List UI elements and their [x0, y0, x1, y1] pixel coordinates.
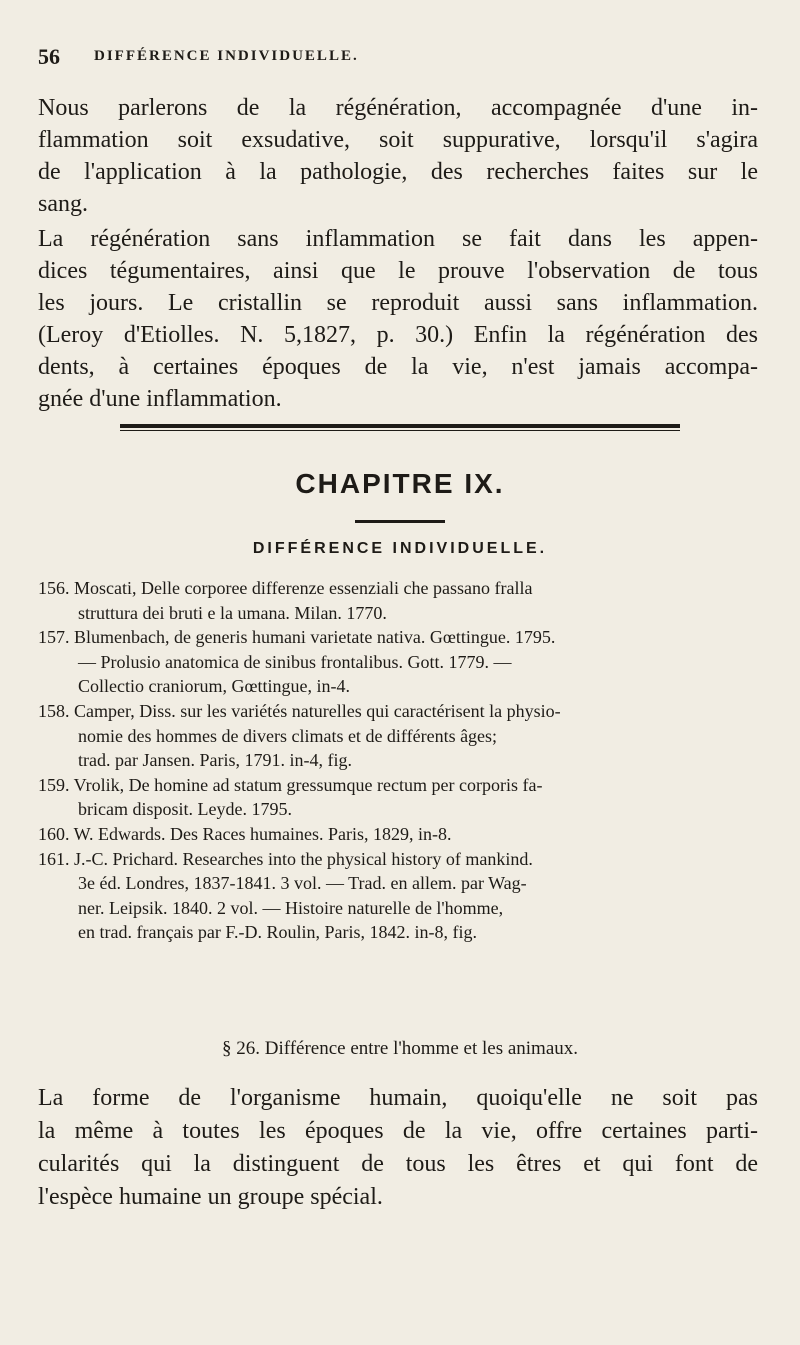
bibliography-entry [38, 847, 758, 945]
chapter-rule-thin [120, 430, 680, 431]
bibliography-entry [38, 576, 758, 625]
entry-line: struttura dei bruti e la umana. Milan. 1770. [78, 602, 387, 623]
bibliography-entry [38, 625, 758, 699]
entry-line: 156. Moscati, Delle corporee differenze essenziali che passano fralla [38, 578, 533, 598]
running-title: DIFFÉRENCE INDIVIDUELLE. [94, 48, 359, 64]
entry-line: 160. W. Edwards. Des Races humaines. Paris, 1829, in-8. [38, 823, 452, 844]
chapter-subtitle: DIFFÉRENCE INDIVIDUELLE. [252, 540, 548, 557]
page-number: 56 [38, 44, 60, 69]
text-line: sang. [38, 191, 88, 217]
text-line: de l'application à la pathologie, des recherches faites sur le [38, 159, 758, 185]
text-line: l'espèce humaine un groupe spécial. [38, 1184, 383, 1210]
text-line: (Leroy d'Etiolles. N. 5,1827, p. 30.) Enfin la régénération des [38, 322, 758, 348]
text-line: La régénération sans inflammation se fait dans les appen- [38, 226, 758, 252]
chapter-rule-thick [120, 424, 680, 428]
section-heading: § 26. Différence entre l'homme et les animaux. [221, 1038, 579, 1059]
second-paragraph [38, 223, 758, 415]
entry-line: 159. Vrolik, De homine ad statum gressumque rectum per corporis fa- [38, 774, 543, 795]
bibliography-entry [38, 773, 758, 822]
bibliography-entry [38, 822, 758, 847]
entry-line: 161. J.-C. Prichard. Researches into the physical history of mankind. [38, 848, 533, 869]
bibliography-list [38, 576, 758, 945]
text-line: cularités qui la distinguent de tous les êtres et qui font de [38, 1151, 758, 1177]
text-line: gnée d'une inflammation. [38, 386, 282, 412]
entry-line: bricam disposit. Leyde. 1795. [78, 799, 292, 820]
text-line: flammation soit exsudative, soit suppurative, lorsqu'il s'agira [38, 127, 758, 153]
entry-line: 3e éd. Londres, 1837-1841. 3 vol. — Trad. en allem. par Wag- [78, 873, 527, 894]
text-line: la même à toutes les époques de la vie, offre certaines parti- [38, 1118, 758, 1144]
bibliography-entry [38, 699, 758, 773]
entry-line: ner. Leipsik. 1840. 2 vol. — Histoire naturelle de l'homme, [78, 897, 504, 918]
text-line: dents, à certaines époques de la vie, n'est jamais accompa- [38, 354, 758, 380]
intro-paragraph [38, 92, 758, 220]
entry-line: — Prolusio anatomica de sinibus frontalibus. Gott. 1779. — [78, 651, 512, 672]
entry-line: en trad. français par F.-D. Roulin, Paris, 1842. in-8, fig. [78, 922, 477, 943]
final-paragraph [38, 1082, 758, 1214]
entry-line: 158. Camper, Diss. sur les variétés naturelles qui caractérisent la physio- [38, 700, 561, 721]
entry-line: 157. Blumenbach, de generis humani varietate nativa. Gœttingue. 1795. [38, 627, 556, 648]
chapter-ornament-rule [355, 520, 445, 523]
text-line: dices tégumentaires, ainsi que le prouve l'observation de tous [38, 258, 758, 284]
entry-line: nomie des hommes de divers climats et de différents âges; [78, 725, 498, 746]
entry-line: trad. par Jansen. Paris, 1791. in-4, fig. [78, 750, 352, 771]
page-header [38, 44, 758, 74]
text-line: Nous parlerons de la régénération, accompagnée d'une in- [38, 95, 758, 121]
text-line: La forme de l'organisme humain, quoiqu'elle ne soit pas [38, 1085, 758, 1111]
entry-line: Collectio craniorum, Gœttingue, in-4. [78, 676, 350, 697]
chapter-title: CHAPITRE IX. [295, 468, 505, 499]
text-line: les jours. Le cristallin se reproduit aussi sans inflammation. [38, 290, 758, 316]
